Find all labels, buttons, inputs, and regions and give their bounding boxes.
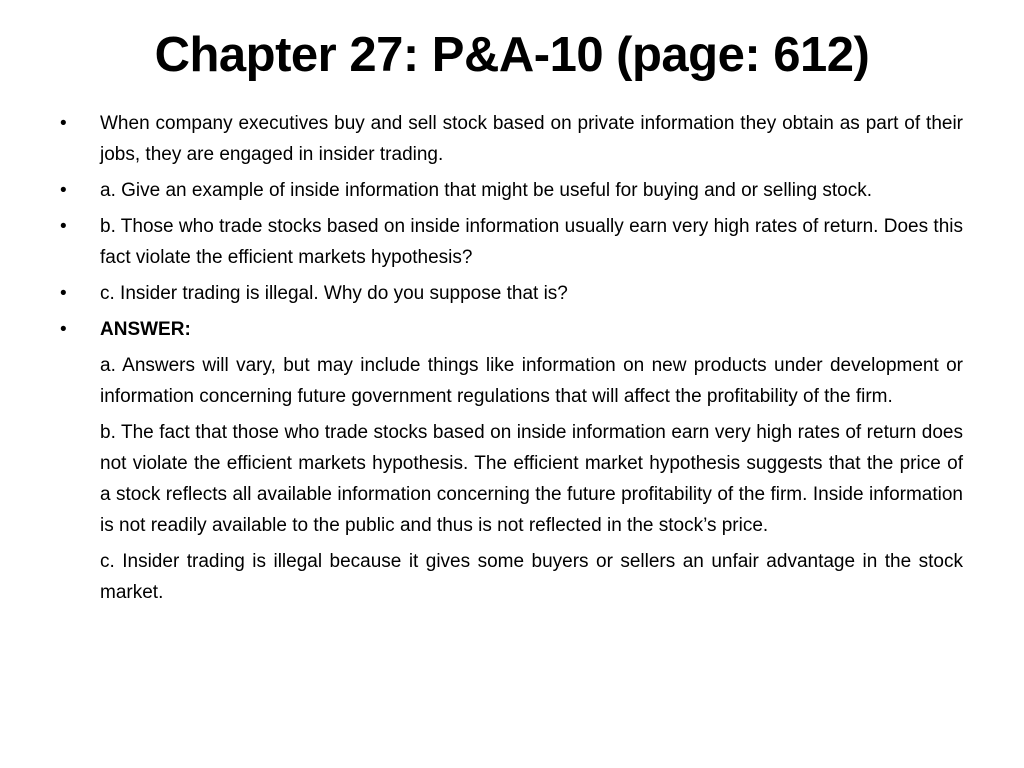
bullet-glyph: • bbox=[60, 113, 67, 134]
bullet-text: b. Those who trade stocks based on inside information usually earn very high rates of return. Does this fact violate the efficient markets hypothesis? bbox=[100, 216, 963, 268]
answer-paragraph-b bbox=[60, 417, 963, 541]
answer-text: b. The fact that those who trade stocks based on inside information earn very high rates of return does not violate the efficient markets hypothesis. The efficient market hypothesis suggests that the price of a stock reflects all available information concerning the future profitability of the firm. Inside information is not readily available to the public and thus is not reflected in the stock’s price. bbox=[100, 422, 963, 536]
bullet-item-question-a bbox=[60, 175, 963, 206]
bullet-item-question-b bbox=[60, 211, 963, 273]
bullet-item-question-c bbox=[60, 278, 963, 309]
bullet-glyph: • bbox=[60, 180, 67, 201]
bullet-glyph: • bbox=[60, 216, 67, 237]
bullet-text: c. Insider trading is illegal. Why do you suppose that is? bbox=[100, 283, 568, 304]
answer-text: c. Insider trading is illegal because it gives some buyers or sellers an unfair advantage in the stock market. bbox=[100, 551, 963, 603]
answer-text: a. Answers will vary, but may include things like information on new products under development or information concerning future government regulations that will affect the profitability of the firm. bbox=[100, 355, 963, 407]
bullet-glyph: • bbox=[60, 319, 67, 340]
answer-heading: ANSWER: bbox=[100, 319, 191, 340]
bullet-item-answer-heading bbox=[60, 314, 963, 345]
answer-paragraph-a bbox=[60, 350, 963, 412]
slide-body bbox=[60, 108, 963, 613]
bullet-text: a. Give an example of inside information that might be useful for buying and or selling stock. bbox=[100, 180, 873, 201]
answer-paragraph-c bbox=[60, 546, 963, 608]
bullet-item-intro bbox=[60, 108, 963, 170]
slide-title: Chapter 27: P&A-10 (page: 612) bbox=[154, 28, 870, 82]
bullet-glyph: • bbox=[60, 283, 67, 304]
bullet-text: When company executives buy and sell stock based on private information they obtain as part of their jobs, they are engaged in insider trading. bbox=[100, 113, 963, 165]
